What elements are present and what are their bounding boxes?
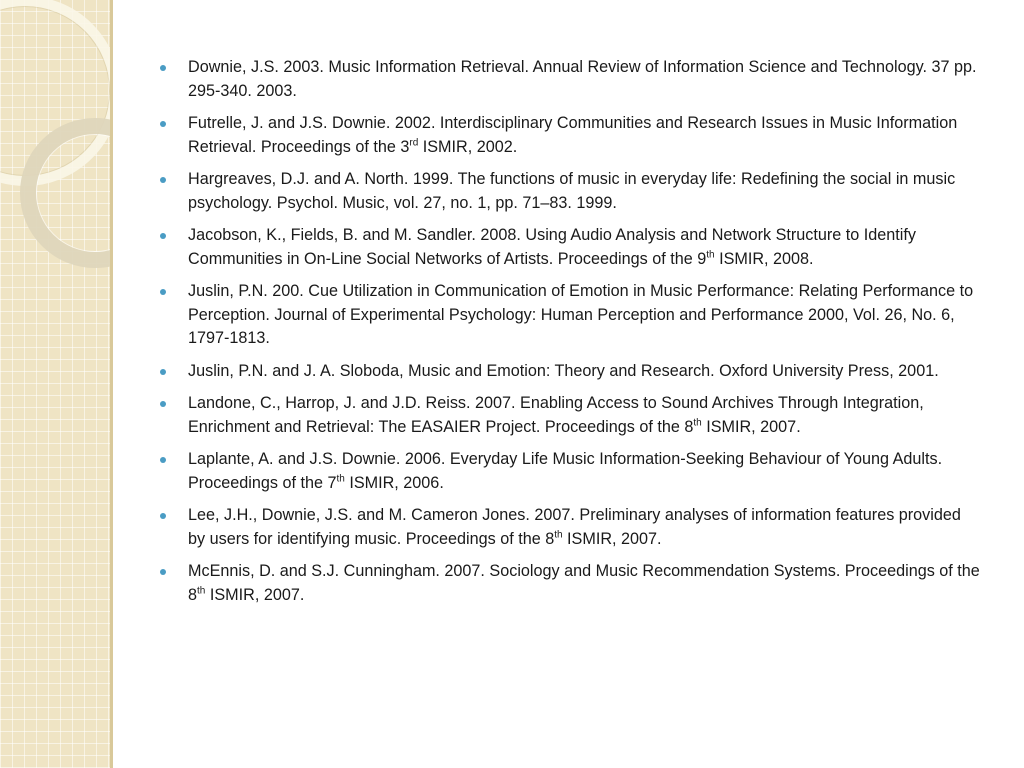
reference-text: Jacobson, K., Fields, B. and M. Sandler. 2008. Using Audio Analysis and Network Structure to Identify Communities in On-Line Social Networks of Artists. Proceedings of the 9 [188,226,916,268]
bullet-icon [160,233,166,239]
reference-text-end: ISMIR, 2007. [701,417,801,436]
ordinal-suffix: th [693,417,702,429]
reference-text: Juslin, P.N. and J. A. Sloboda, Music and Emotion: Theory and Research. Oxford University Press, 2001. [188,361,939,380]
reference-text: Landone, C., Harrop, J. and J.D. Reiss. 2007. Enabling Access to Sound Archives Through Integration, Enrichment and Retrieval: The EASAIER Project. Proceedings of the 8 [188,394,924,436]
bullet-icon [160,569,166,575]
reference-list [160,56,980,607]
reference-text: Hargreaves, D.J. and A. North. 1999. The functions of music in everyday life: Redefining the social in music psychology. Psychol. Music, vol. 27, no. 1, pp. 71–83. 1999. [188,170,956,212]
bullet-icon [160,121,166,127]
reference-item [160,560,980,607]
bullet-icon [160,513,166,519]
reference-item [160,280,980,351]
reference-item [160,392,980,439]
reference-item [160,112,980,159]
reference-item [160,168,980,215]
bullet-icon [160,457,166,463]
reference-text-end: ISMIR, 2002. [418,137,518,156]
reference-text: Laplante, A. and J.S. Downie. 2006. Everyday Life Music Information-Seeking Behaviour of Young Adults. Proceedings of the 7 [188,450,943,492]
reference-text: Futrelle, J. and J.S. Downie. 2002. Interdisciplinary Communities and Research Issues in Music Information Retrieval. Proceedings of the 3 [188,114,958,156]
bullet-icon [160,401,166,407]
reference-item [160,448,980,495]
reference-text-end: ISMIR, 2006. [344,473,444,492]
reference-text-end: ISMIR, 2008. [714,249,814,268]
reference-text: Lee, J.H., Downie, J.S. and M. Cameron Jones. 2007. Preliminary analyses of information features provided by users for identifying music. Proceedings of the 8 [188,506,961,548]
ordinal-suffix: th [706,249,715,261]
reference-item [160,56,980,103]
reference-text-end: ISMIR, 2007. [562,529,662,548]
ordinal-suffix: th [554,529,563,541]
ordinal-suffix: rd [409,137,419,149]
reference-text: Juslin, P.N. 200. Cue Utilization in Communication of Emotion in Music Performance: Relating Performance to Perception. Journal of Experimental Psychology: Human Perception and Performance 2000, Vol. 26, No. 6, 1797-1813. [188,282,974,347]
reference-text: McEnnis, D. and S.J. Cunningham. 2007. Sociology and Music Recommendation Systems. Proceedings of the 8 [188,562,980,604]
reference-text-end: ISMIR, 2007. [205,585,305,604]
bullet-icon [160,369,166,375]
bullet-icon [160,65,166,71]
ordinal-suffix: th [336,473,345,485]
bullet-icon [160,177,166,183]
decorative-side-panel [0,0,113,768]
bullet-icon [160,289,166,295]
references-content [160,56,980,616]
ordinal-suffix: th [197,585,206,597]
reference-text: Downie, J.S. 2003. Music Information Retrieval. Annual Review of Information Science and Technology. 37 pp. 295-340. 2003. [188,58,977,100]
reference-item [160,504,980,551]
reference-item [160,360,980,384]
reference-item [160,224,980,271]
